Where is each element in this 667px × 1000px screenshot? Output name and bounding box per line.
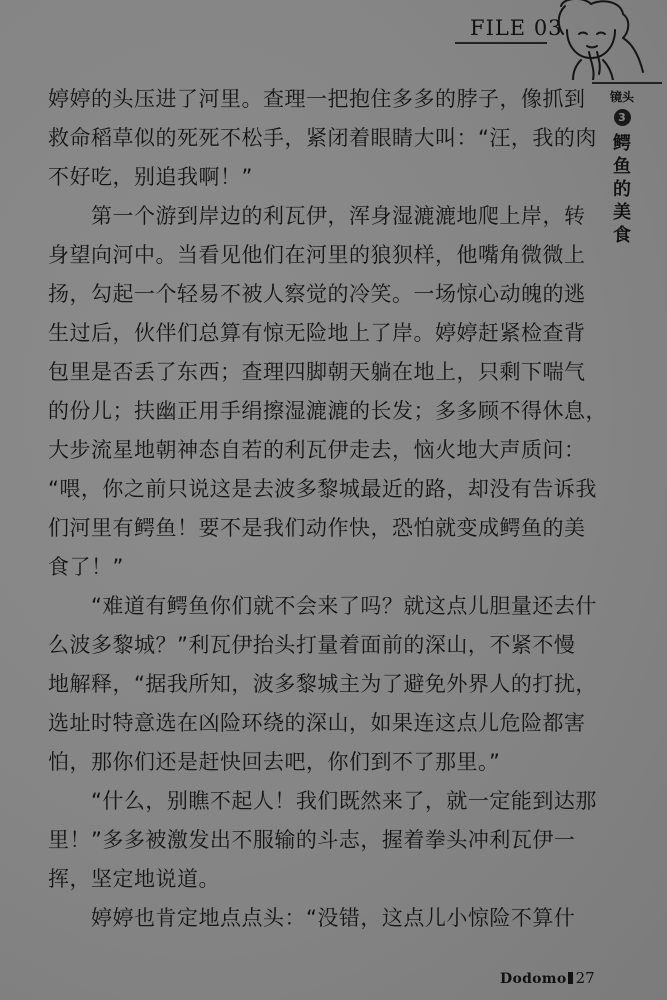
text-line: 扬，勾起一个轻易不被人察觉的冷笑。一场惊心动魄的逃 (48, 282, 586, 306)
brand-name: Dodomo (500, 971, 567, 987)
text-line: 挥，坚定地说道。 (48, 867, 220, 891)
text-line: 么波多黎城？”利瓦伊抬头打量着面前的深山，不紧不慢 (48, 633, 576, 657)
brand-bar (568, 972, 573, 984)
chapter-side-tab (598, 88, 646, 247)
text-line: 身望向河中。当看见他们在河里的狼狈样，他嘴角微微上 (48, 243, 586, 267)
text-line: 生过后，伙伴们总算有惊无险地上了岸。婷婷赶紧检查背 (48, 321, 586, 345)
chapter-title: 鳄鱼的美食 (613, 133, 631, 246)
text-line: 救命稻草似的死死不松手，紧闭着眼睛大叫：“汪，我的肉 (48, 126, 597, 150)
text-line: 怕，那你们还是赶快回去吧，你们到不了那里。” (48, 750, 501, 774)
text-line: “喂，你之前只说这是去波多黎城最近的路，却没有告诉我 (48, 477, 597, 501)
text-line: 里！”多多被激发出不服输的斗志，握着拳头冲利瓦伊一 (48, 828, 576, 852)
text-line: 不好吃，别追我啊！” (48, 165, 253, 189)
lens-label: 镜头 (609, 90, 634, 104)
text-line: 婷婷也肯定地点点头：“没错，这点儿小惊险不算什 (48, 906, 576, 930)
text-line: “难道有鳄鱼你们就不会来了吗？就这点儿胆量还去什 (48, 594, 597, 618)
page-number: 27 (575, 969, 595, 987)
text-line: 食了！” (48, 555, 124, 579)
body-text (48, 80, 607, 938)
side-tab-rule (592, 82, 662, 84)
text-line: 包里是否丢了东西；查理四脚朝天躺在地上，只剩下喘气 (48, 360, 586, 384)
text-line: 第一个游到岸边的利瓦伊，浑身湿漉漉地爬上岸，转 (48, 204, 586, 228)
chapter-number-badge: 3 (614, 109, 631, 126)
header-rule (455, 42, 547, 44)
text-line: 大步流星地朝神态自若的利瓦伊走去，恼火地大声质问： (48, 438, 586, 462)
file-label: FILE 03 (470, 16, 563, 40)
page-footer (500, 969, 595, 987)
text-line: 婷婷的头压进了河里。查理一把抱住多多的脖子，像抓到 (48, 87, 586, 111)
text-line: 的份儿；扶幽正用手绢擦湿漉漉的长发；多多顾不得休息， (48, 399, 607, 423)
text-line: 地解释，“据我所知，波多黎城主为了避免外界人的打扰， (48, 672, 597, 696)
text-line: 选址时特意选在凶险环绕的深山，如果连这点儿危险都害 (48, 711, 586, 735)
text-line: “什么，别瞧不起人！我们既然来了，就一定能到达那 (48, 789, 597, 813)
text-line: 们河里有鳄鱼！要不是我们动作快，恐怕就变成鳄鱼的美 (48, 516, 586, 540)
girl-mascot-icon (543, 0, 663, 80)
